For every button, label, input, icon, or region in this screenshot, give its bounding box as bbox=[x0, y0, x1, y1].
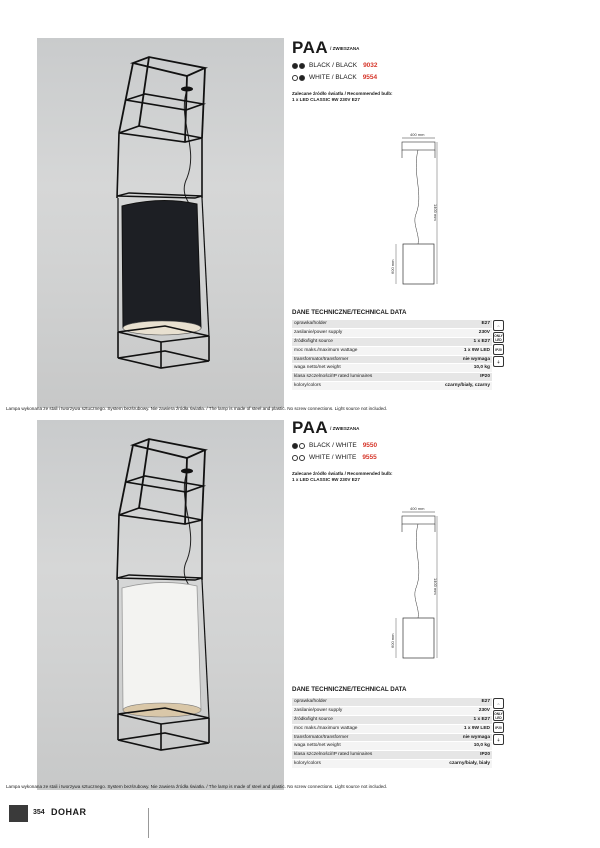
variant-row bbox=[292, 453, 522, 462]
table-row: waga netto/net weight 10,0 kg bbox=[292, 364, 492, 373]
bulb-led-icon: ONLY LED bbox=[494, 333, 503, 342]
product-info-2 bbox=[292, 418, 522, 767]
page-footer bbox=[0, 800, 600, 848]
height-label: 1400 mm bbox=[433, 204, 438, 221]
product-info-1 bbox=[292, 38, 522, 389]
width-label: 400 mm bbox=[410, 132, 425, 137]
width-label: 400 mm bbox=[410, 506, 425, 511]
variant-code: 9032 bbox=[363, 62, 378, 69]
page-number: 354 bbox=[33, 809, 45, 816]
table-row: źródło/light source 1 x E27 bbox=[292, 338, 492, 347]
table-row: moc maks./maximum wattage 1 x 9W LED bbox=[292, 725, 492, 734]
dimension-diagram bbox=[292, 498, 522, 683]
product-subtitle: / ZWIESZANA bbox=[330, 426, 360, 432]
grounding-icon: ⏚ bbox=[493, 734, 504, 745]
feature-icons bbox=[493, 320, 507, 368]
product-title: PAA / ZWIESZANA bbox=[292, 38, 360, 57]
house-icon: ⌂ bbox=[493, 320, 504, 331]
table-row: klasa szczelności/IP rated luminaires IP20 bbox=[292, 373, 492, 382]
variant-row bbox=[292, 73, 522, 82]
table-row: zasilanie/power supply 230V bbox=[292, 707, 492, 716]
color-swatch-icon bbox=[292, 443, 306, 449]
dimension-drawing bbox=[292, 498, 522, 683]
variant-label: BLACK / WHITE bbox=[309, 442, 357, 449]
variant-row bbox=[292, 61, 522, 70]
color-swatch-icon bbox=[292, 75, 306, 81]
product-section-1 bbox=[0, 0, 600, 418]
variant-label: BLACK / BLACK bbox=[309, 62, 358, 69]
variant-label: WHITE / WHITE bbox=[309, 454, 357, 461]
table-row: źródło/light source 1 x E27 bbox=[292, 716, 492, 725]
product-title: PAA / ZWIESZANA bbox=[292, 418, 360, 437]
divider bbox=[148, 808, 149, 838]
variant-label: WHITE / BLACK bbox=[309, 74, 357, 81]
lamp-illustration-white bbox=[37, 420, 284, 790]
recommended-bulb: Zalecane źródło światła / Recommended bulb: 1 x LED CLASSIC 9W 230V E27 bbox=[292, 91, 393, 102]
bulb-led-icon: ONLY LED bbox=[494, 711, 503, 720]
ip20-icon: IP20 bbox=[493, 722, 504, 733]
height-label: 1400 mm bbox=[433, 578, 438, 595]
variant-code: 9555 bbox=[362, 454, 377, 461]
dimension-diagram bbox=[292, 124, 522, 309]
dimension-drawing bbox=[292, 124, 522, 309]
table-row: moc maks./maximum wattage 1 x 9W LED bbox=[292, 347, 492, 356]
table-row: oprawka/holder E27 bbox=[292, 320, 492, 329]
table-row: kolory/colors czarny/biały, biały bbox=[292, 760, 492, 769]
technical-data-table bbox=[292, 698, 492, 769]
product-caption: Lampa wykonana ze stali i tworzywa sztucznego. System bezśrubowy. Nie zawiera źródła światła. / The lamp is made of steel and plastic. No screw connections. Light source not included. bbox=[6, 784, 388, 789]
variant-row bbox=[292, 441, 522, 450]
ip20-icon: IP20 bbox=[493, 344, 504, 355]
table-row: klasa szczelności/IP rated luminaires IP20 bbox=[292, 751, 492, 760]
shade-label: 600 mm bbox=[390, 633, 395, 648]
product-subtitle: / ZWIESZANA bbox=[330, 46, 360, 52]
table-row: transformator/transformer nie wymaga bbox=[292, 734, 492, 743]
grounding-icon: ⏚ bbox=[493, 356, 504, 367]
house-icon: ⌂ bbox=[493, 698, 504, 709]
recommended-bulb: Zalecane źródło światła / Recommended bulb: 1 x LED CLASSIC 9W 230V E27 bbox=[292, 471, 393, 482]
variant-code: 9554 bbox=[362, 74, 378, 81]
product-caption: Lampa wykonana ze stali i tworzywa sztucznego. System bezśrubowy. Nie zawiera źródła światła. / The lamp is made of steel and plastic. No screw connections. Light source not included. bbox=[6, 406, 388, 411]
product-photo-black bbox=[37, 38, 284, 408]
table-row: oprawka/holder E27 bbox=[292, 698, 492, 707]
table-row: kolory/colors czarny/biały, czarny bbox=[292, 382, 492, 391]
table-row: waga netto/net weight 10,0 kg bbox=[292, 742, 492, 751]
variant-code: 9550 bbox=[362, 442, 378, 449]
technical-data-table bbox=[292, 320, 492, 391]
table-row: transformator/transformer nie wymaga bbox=[292, 356, 492, 365]
color-swatch-icon bbox=[292, 63, 306, 69]
shade-label: 600 mm bbox=[390, 259, 395, 274]
technical-data-title: DANE TECHNICZNE/TECHNICAL DATA bbox=[292, 686, 407, 693]
brand-logo: DOHAR bbox=[51, 807, 87, 817]
lamp-illustration-black bbox=[37, 38, 284, 408]
feature-icons bbox=[493, 698, 507, 746]
table-row: zasilanie/power supply 230V bbox=[292, 329, 492, 338]
technical-data-title: DANE TECHNICZNE/TECHNICAL DATA bbox=[292, 309, 407, 316]
product-photo-white bbox=[37, 420, 284, 790]
page-marker bbox=[9, 805, 28, 822]
product-section-2 bbox=[0, 418, 600, 798]
color-swatch-icon bbox=[292, 455, 306, 461]
